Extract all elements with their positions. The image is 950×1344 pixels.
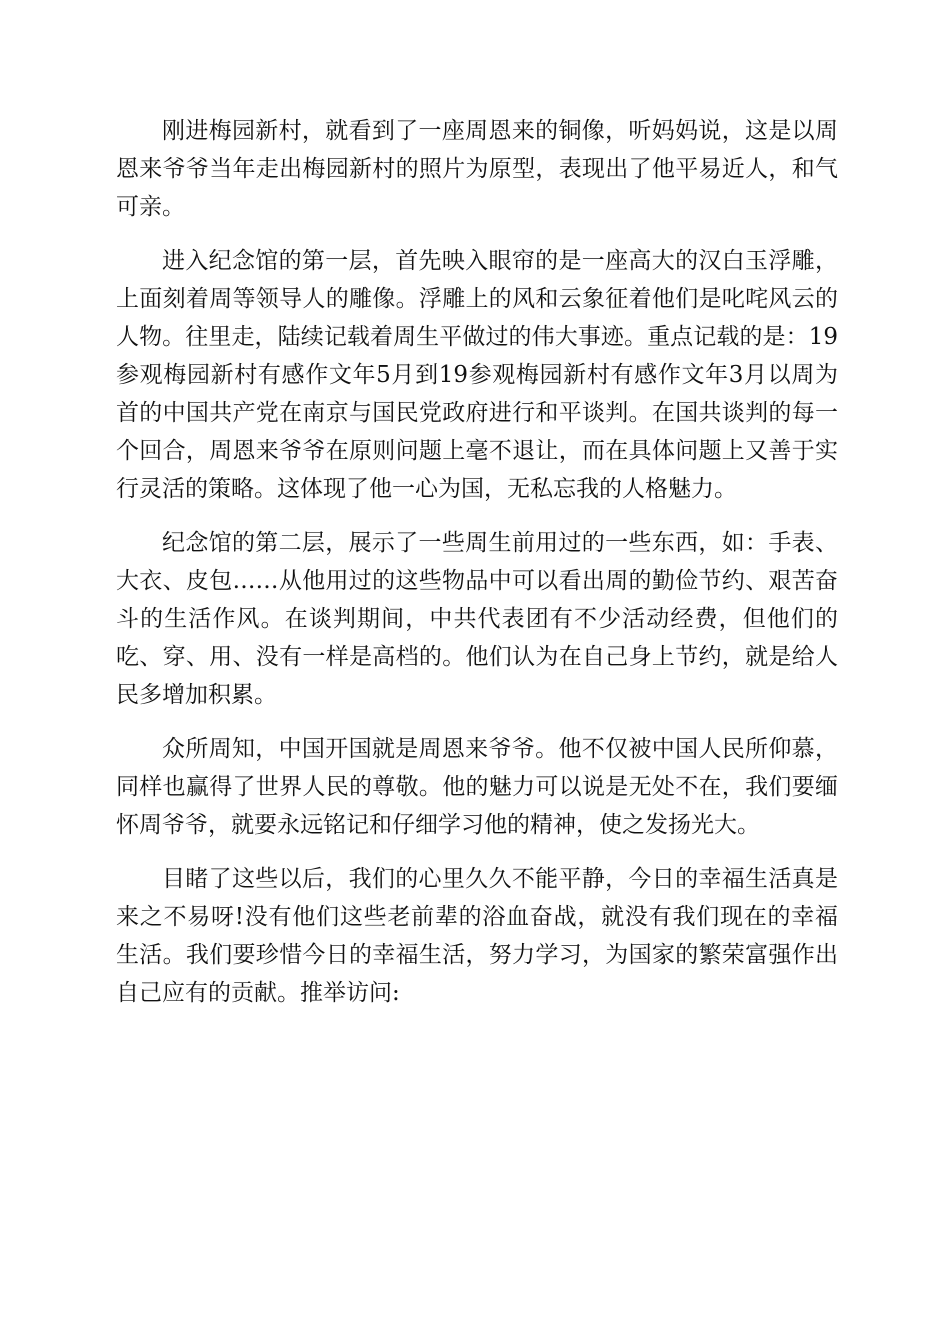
paragraph-second-floor: 纪念馆的第二层，展示了一些周生前用过的一些东西，如：手表、大衣、皮包……从他用过的这些物品中可以看出周的勤俭节约、艰苦奋斗的生活作风。在谈判期间，中共代表团有不少活动经费，但他们的吃、穿、用、没有一样是高档的。他们认为在自己身上节约，就是给人民多增加积累。 bbox=[116, 530, 838, 708]
paragraph-conclusion: 目睹了这些以后，我们的心里久久不能平静，今日的幸福生活真是来之不易呀!没有他们这些老前辈的浴血奋战，就没有我们现在的幸福生活。我们要珍惜今日的幸福生活，努力学习，为国家的繁荣富强作出自己应有的贡献。推举访问: bbox=[116, 866, 838, 1006]
paragraph-admiration: 众所周知，中国开国就是周恩来爷爷。他不仅被中国人民所仰慕，同样也赢得了世界人民的尊敬。他的魅力可以说是无处不在，我们要缅怀周爷爷，就要永远铭记和仔细学习他的精神，使之发扬光大。 bbox=[116, 736, 838, 838]
paragraph-first-floor: 进入纪念馆的第一层，首先映入眼帘的是一座高大的汉白玉浮雕，上面刻着周等领导人的雕像。浮雕上的风和云象征着他们是叱咤风云的人物。往里走，陆续记载着周生平做过的伟大事迹。重点记载的是：19参观梅园新村有感作文年5月到19参观梅园新村有感作文年3月以周为首的中国共产党在南京与国民党政府进行和平谈判。在国共谈判的每一个回合，周恩来爷爷在原则问题上毫不退让，而在具体问题上又善于实行灵活的策略。这体现了他一心为国，无私忘我的人格魅力。 bbox=[116, 248, 838, 502]
paragraph-statue: 刚进梅园新村，就看到了一座周恩来的铜像，听妈妈说，这是以周恩来爷爷当年走出梅园新村的照片为原型，表现出了他平易近人，和气可亲。 bbox=[116, 118, 838, 220]
document-body bbox=[116, 112, 838, 1028]
